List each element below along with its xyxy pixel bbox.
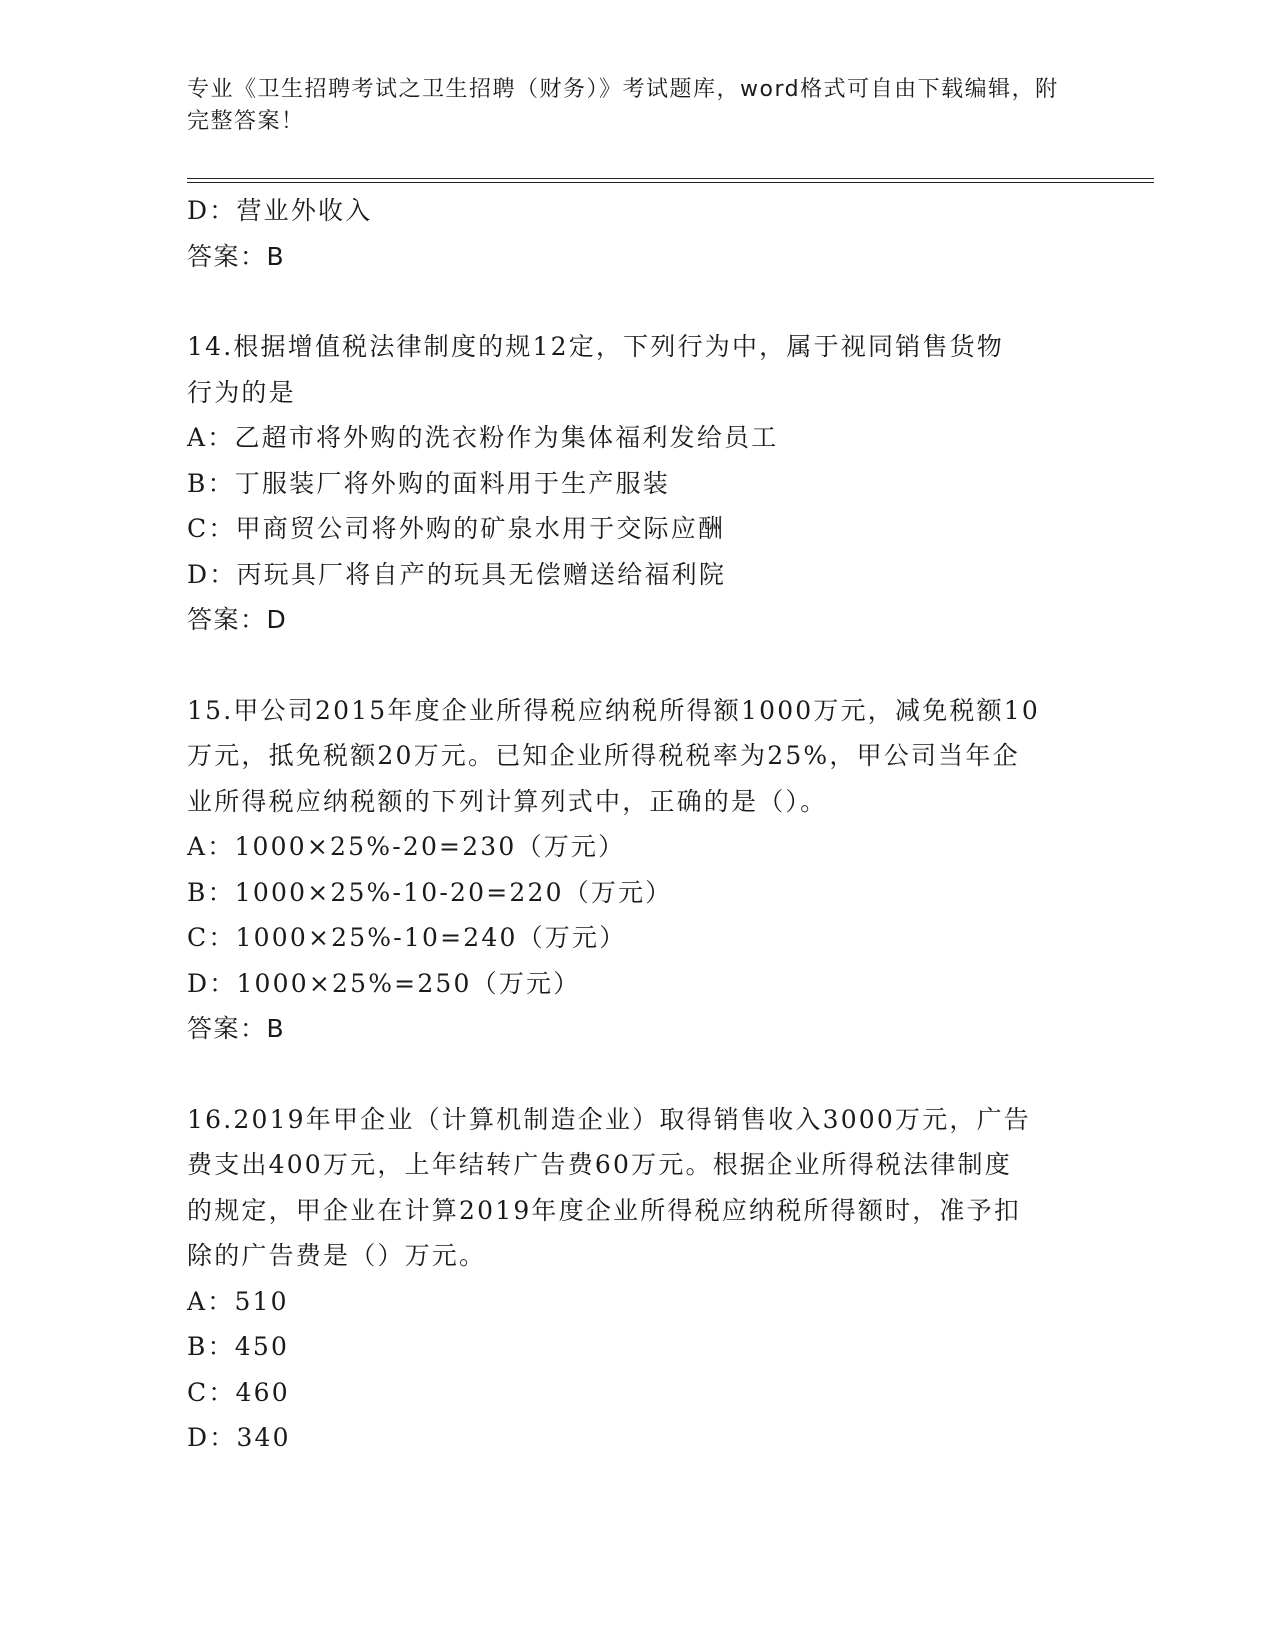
q16-stem-line-2: 费支出400万元，上年结转广告费60万元。根据企业所得税法律制度: [187, 1150, 1012, 1179]
question-14: [187, 324, 1087, 643]
q14-stem-line-1: 14.根据增值税法律制度的规12定，下列行为中，属于视同销售货物: [187, 332, 1004, 361]
question-16: [187, 1097, 1087, 1461]
question-15: [187, 688, 1087, 1052]
q14-option-a: A：乙超市将外购的洗衣粉作为集体福利发给员工: [187, 423, 779, 452]
q14-option-b: B：丁服装厂将外购的面料用于生产服装: [187, 468, 670, 498]
page-header: 专业《卫生招聘考试之卫生招聘（财务）》考试题库，word格式可自由下载编辑，附完整答案！: [187, 77, 1059, 134]
q15-stem-line-3: 业所得税应纳税额的下列计算列式中，正确的是（）。: [187, 786, 828, 816]
q14-stem-line-2: 行为的是: [187, 377, 296, 407]
q15-stem-line-2: 万元，抵免税额20万元。已知企业所得税税率为25%，甲公司当年企: [187, 741, 1020, 770]
q16-stem-line-4: 除的广告费是（）万元。: [187, 1241, 487, 1270]
q16-option-c: C：460: [187, 1377, 290, 1407]
q15-option-d: D：1000×25%=250（万元）: [187, 968, 581, 998]
q15-stem-line-1: 15.甲公司2015年度企业所得税应纳税所得额1000万元，减免税额10: [187, 695, 1041, 725]
q15-option-b: B：1000×25%-10-20=220（万元）: [187, 877, 673, 907]
q14-option-d: D：丙玩具厂将自产的玩具无偿赠送给福利院: [187, 559, 727, 589]
header-divider: [187, 178, 1154, 183]
prev-answer: 答案：B: [187, 241, 286, 271]
q16-stem-line-1: 16.2019年甲企业（计算机制造企业）取得销售收入3000万元，广告: [187, 1104, 1032, 1134]
q16-stem-line-3: 的规定，甲企业在计算2019年度企业所得税应纳税所得额时，准予扣: [187, 1195, 1022, 1225]
q16-option-a: A：510: [187, 1286, 289, 1316]
q16-option-d: D：340: [187, 1423, 291, 1452]
q14-option-c: C：甲商贸公司将外购的矿泉水用于交际应酬: [187, 514, 726, 543]
q15-option-c: C：1000×25%-10=240（万元）: [187, 923, 627, 952]
q16-option-b: B：450: [187, 1332, 290, 1361]
q15-option-a: A：1000×25%-20=230（万元）: [187, 832, 626, 861]
q15-answer: 答案：B: [187, 1014, 286, 1043]
q14-answer: 答案：D: [187, 605, 288, 634]
question-content: [187, 188, 1087, 1461]
prev-option-d: D：营业外收入: [187, 196, 373, 225]
